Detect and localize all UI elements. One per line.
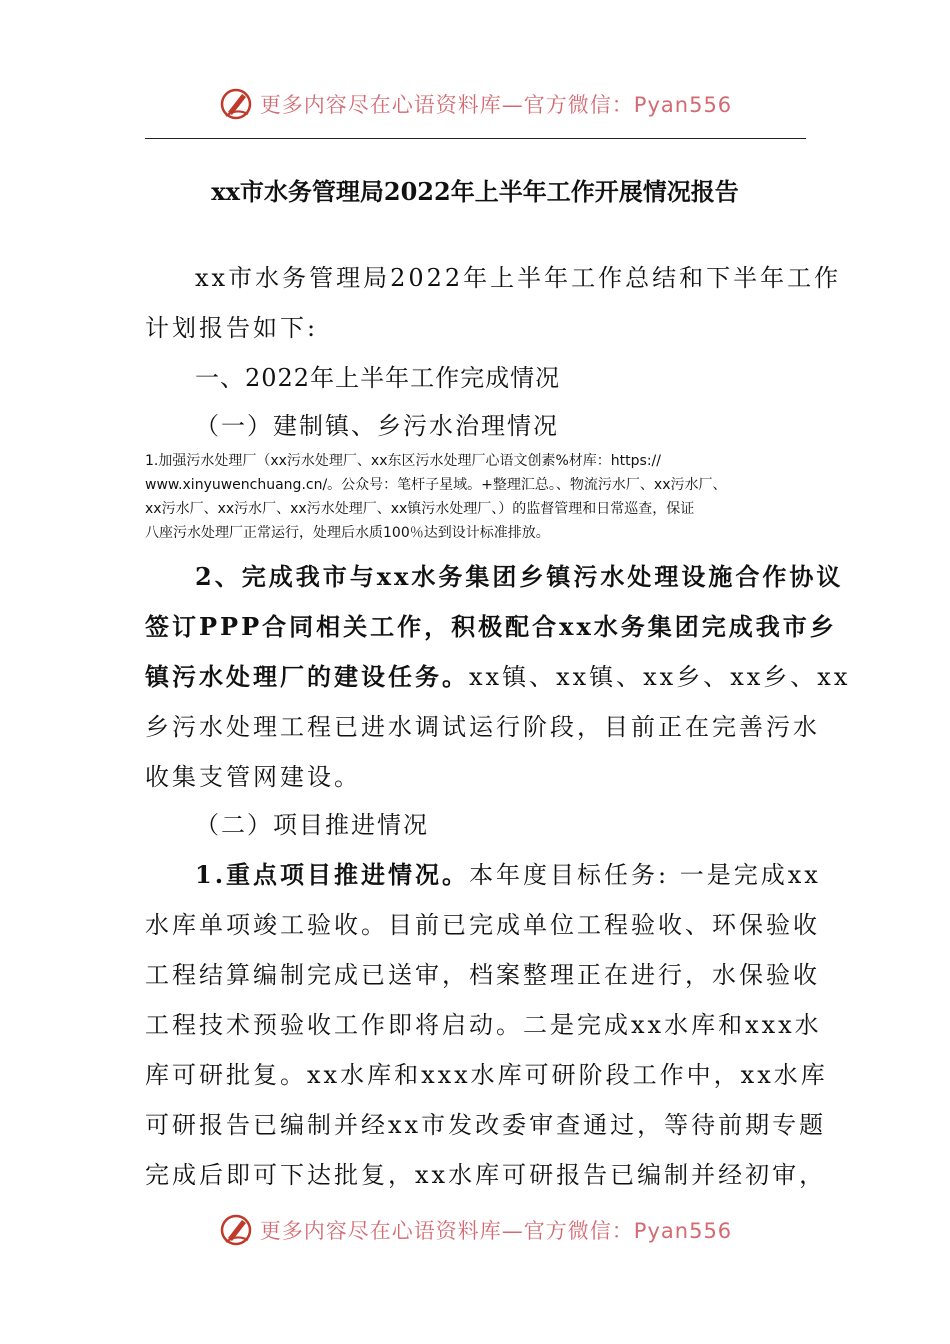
subsection-heading-2: （二）项目推进情况 bbox=[195, 811, 429, 839]
item2-line-1 bbox=[195, 557, 844, 592]
item2-line-5: 收集支管网建设。 bbox=[145, 763, 361, 791]
item3-bold: 1.重点项目推进情况。 bbox=[195, 860, 470, 889]
item3-line-4: 工程技术预验收工作即将启动。二是完成xx水库和xxx水 bbox=[145, 1011, 822, 1039]
subsection-heading-1: （一）建制镇、乡污水治理情况 bbox=[195, 412, 559, 440]
pen-logo-icon bbox=[218, 86, 254, 122]
item3-line-6: 可研报告已编制并经xx市发改委审查通过，等待前期专题 bbox=[145, 1111, 827, 1139]
item1-line-1: 1.加强污水处理厂（xx污水处理厂、xx东区污水处理厂心语文创素%材库：https:// bbox=[145, 453, 661, 469]
item1-line-4: 八座污水处理厂正常运行，处理后水质100％达到设计标准排放。 bbox=[145, 525, 550, 541]
intro-line-2: 计划报告如下: bbox=[145, 314, 319, 342]
item2-bold-3: 镇污水处理厂的建设任务。 bbox=[145, 662, 469, 691]
item2-line-3 bbox=[145, 657, 851, 692]
watermark-text: 更多内容尽在心语资料库—官方微信：Pyan556 bbox=[259, 1219, 733, 1243]
section-heading-1: 一、2022年上半年工作完成情况 bbox=[195, 364, 561, 392]
page-title: xx市水务管理局2022年上半年工作开展情况报告 bbox=[211, 177, 739, 206]
watermark-text: 更多内容尽在心语资料库—官方微信：Pyan556 bbox=[259, 93, 733, 117]
item2-bold-1: 2、完成我市与xx水务集团乡镇污水处理设施合作协议 bbox=[195, 562, 844, 591]
item1-line-3: xx污水厂、xx污水厂、xx污水处理厂、xx镇污水处理厂、）的监督管理和日常巡查，保证 bbox=[145, 501, 695, 517]
item2-bold-2: 签订PPP合同相关工作，积极配合xx水务集团完成我市乡 bbox=[145, 612, 837, 641]
item2-line-4: 乡污水处理工程已进水调试运行阶段，目前正在完善污水 bbox=[145, 713, 820, 741]
pen-logo-icon bbox=[218, 1212, 254, 1248]
intro-line-1: xx市水务管理局2022年上半年工作总结和下半年工作 bbox=[195, 264, 842, 292]
item3-line-3: 工程结算编制完成已送审，档案整理正在进行，水保验收 bbox=[145, 961, 820, 989]
header-watermark bbox=[0, 84, 950, 124]
item2-line-2 bbox=[145, 607, 837, 642]
item1-line-2: www.xinyuwenchuang.cn/。公众号：笔杆子星域。+整理汇总。、物流污水厂、xx污水厂、 bbox=[145, 477, 727, 493]
footer-watermark bbox=[0, 1210, 950, 1250]
item3-line-5: 库可研批复。xx水库和xxx水库可研阶段工作中，xx水库 bbox=[145, 1061, 828, 1089]
item3-rest-1: 本年度目标任务: 一是完成xx bbox=[469, 861, 821, 889]
header-rule bbox=[145, 138, 806, 139]
item3-line-1 bbox=[195, 855, 821, 890]
item3-line-2: 水库单项竣工验收。目前已完成单位工程验收、环保验收 bbox=[145, 911, 820, 939]
item2-rest-3: xx镇、xx镇、xx乡、xx乡、xx bbox=[469, 663, 851, 691]
item3-line-7: 完成后即可下达批复，xx水库可研报告已编制并经初审， bbox=[145, 1161, 827, 1189]
